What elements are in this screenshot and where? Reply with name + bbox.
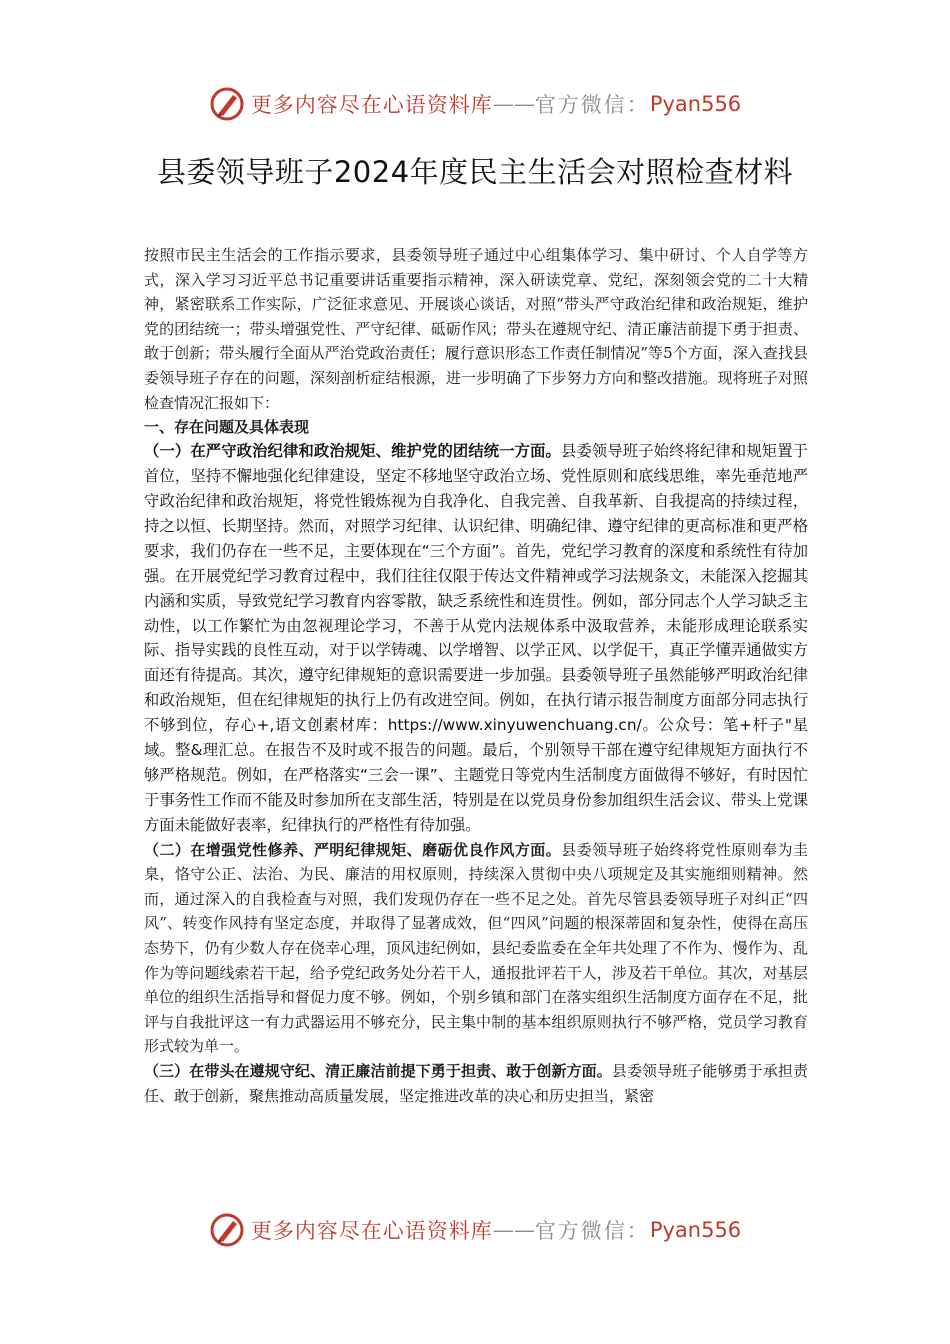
pen-circle-logo-icon	[209, 1212, 245, 1248]
banner-wechat-label: 官方微信：	[534, 1219, 650, 1243]
item-3-lead: （三）在带头在遵规守纪、清正廉洁前提下勇于担责、敢于创新方面。	[144, 1062, 612, 1080]
banner-wechat-id: Pyan556	[649, 92, 742, 116]
item-2-paragraph	[144, 838, 808, 1059]
item-3-paragraph	[144, 1059, 808, 1108]
banner-text: 更多内容尽在心语资料库	[250, 93, 493, 117]
banner-text: 更多内容尽在心语资料库	[250, 1219, 493, 1243]
document-title: 县委领导班子2024年度民主生活会对照检查材料	[156, 155, 794, 189]
item-3-body: 县委领导班子能够勇于承担责任、敢于创新，聚焦推动高质量发展，坚定推进改革的决心和历史担当，紧密	[144, 1062, 808, 1105]
banner-wechat-id: Pyan556	[649, 1218, 742, 1242]
intro-paragraph: 按照市民主生活会的工作指示要求，县委领导班子通过中心组集体学习、集中研讨、个人自学等方式，深入学习习近平总书记重要讲话重要指示精神，深入研读党章、党纪，深刻领会党的二十大精神，紧密联系工作实际，广泛征求意见、开展谈心谈话，对照“带头严守政治纪律和政治规矩，维护党的团结统一；带头增强党性、严守纪律、砥砺作风；带头在遵规守纪、清正廉洁前提下勇于担责、敢于创新；带头履行全面从严治党政治责任；履行意识形态工作责任制情况”等5个方面，深入查找县委领导班子存在的问题，深刻剖析症结根源，进一步明确了下步努力方向和整改措施。现将班子对照检查情况汇报如下：	[144, 246, 808, 412]
banner-separator: ——	[492, 1218, 535, 1242]
footer-banner	[0, 1210, 950, 1250]
header-banner	[0, 84, 950, 124]
section-heading-1: 一、存在问题及具体表现	[144, 418, 310, 437]
banner-separator: ——	[492, 92, 535, 116]
item-2-lead: （二）在增强党性修养、严明纪律规矩、磨砺优良作风方面。	[144, 840, 562, 859]
document-body	[144, 243, 808, 1108]
item-1-lead: （一）在严守政治纪律和政治规矩、维护党的团结统一方面。	[144, 442, 562, 461]
banner-wechat-label: 官方微信：	[534, 93, 650, 117]
pen-circle-logo-icon	[209, 86, 245, 122]
item-1-paragraph	[144, 439, 808, 838]
item-2-body: 县委领导班子始终将党性原则奉为圭臬，恪守公正、法治、为民、廉洁的用权原则，持续深入贯彻中央八项规定及其实施细则精神。然而，通过深入的自我检查与对照，我们发现仍存在一些不足之处。首先尽管县委领导班子对纠正“四风”、转变作风持有坚定态度，并取得了显著成效，但“四风”问题的根深蒂固和复杂性，使得在高压态势下，仍有少数人存在侥幸心理，顶风违纪例如，县纪委监委在全年共处理了不作为、慢作为、乱作为等问题线索若干起，给予党纪政务处分若干人，通报批评若干人，涉及若干单位。其次，对基层单位的组织生活指导和督促力度不够。例如，个别乡镇和部门在落实组织生活制度方面存在不足，批评与自我批评这一有力武器运用不够充分，民主集中制的基本组织原则执行不够严格，党员学习教育形式较为单一。	[144, 840, 808, 1056]
item-1-body: 县委领导班子始终将纪律和规矩置于首位，坚持不懈地强化纪律建设，坚定不移地坚守政治立场、党性原则和底线思维，率先垂范地严守政治纪律和政治规矩，将党性锻炼视为自我净化、自我完善、自我革新、自我提高的持续过程，持之以恒、长期坚持。然而，对照学习纪律、认识纪律、明确纪律、遵守纪律的更高标准和更严格要求，我们仍存在一些不足，主要体现在“三个方面”。首先，党纪学习教育的深度和系统性有待加强。在开展党纪学习教育过程中，我们往往仅限于传达文件精神或学习法规条文，未能深入挖掘其内涵和实质，导致党纪学习教育内容零散，缺乏系统性和连贯性。例如，部分同志个人学习缺乏主动性，以工作繁忙为由忽视理论学习，不善于从党内法规体系中汲取营养，未能形成理论联系实际、指导实践的良性互动，对于以学铸魂、以学增智、以学正风、以学促干，真正学懂弄通做实方面还有待提高。其次，遵守纪律规矩的意识需要进一步加强。县委领导班子虽然能够严明政治纪律和政治规矩，但在纪律规矩的执行上仍有改进空间。例如，在执行请示报告制度方面部分同志执行不够到位，存心+,语文创素材库：https://www.xinyuwenchuang.cn/。公众号：笔+杆子"星域。整&理汇总。在报告不及时或不报告的问题。最后，个别领导干部在遵守纪律规矩方面执行不够严格规范。例如，在严格落实“三会一课”、主题党日等党内生活制度方面做得不够好，有时因忙于事务性工作而不能及时参加所在支部生活，特别是在以党员身份参加组织生活会议、带头上党课方面未能做好表率，纪律执行的严格性有待加强。	[144, 442, 808, 834]
